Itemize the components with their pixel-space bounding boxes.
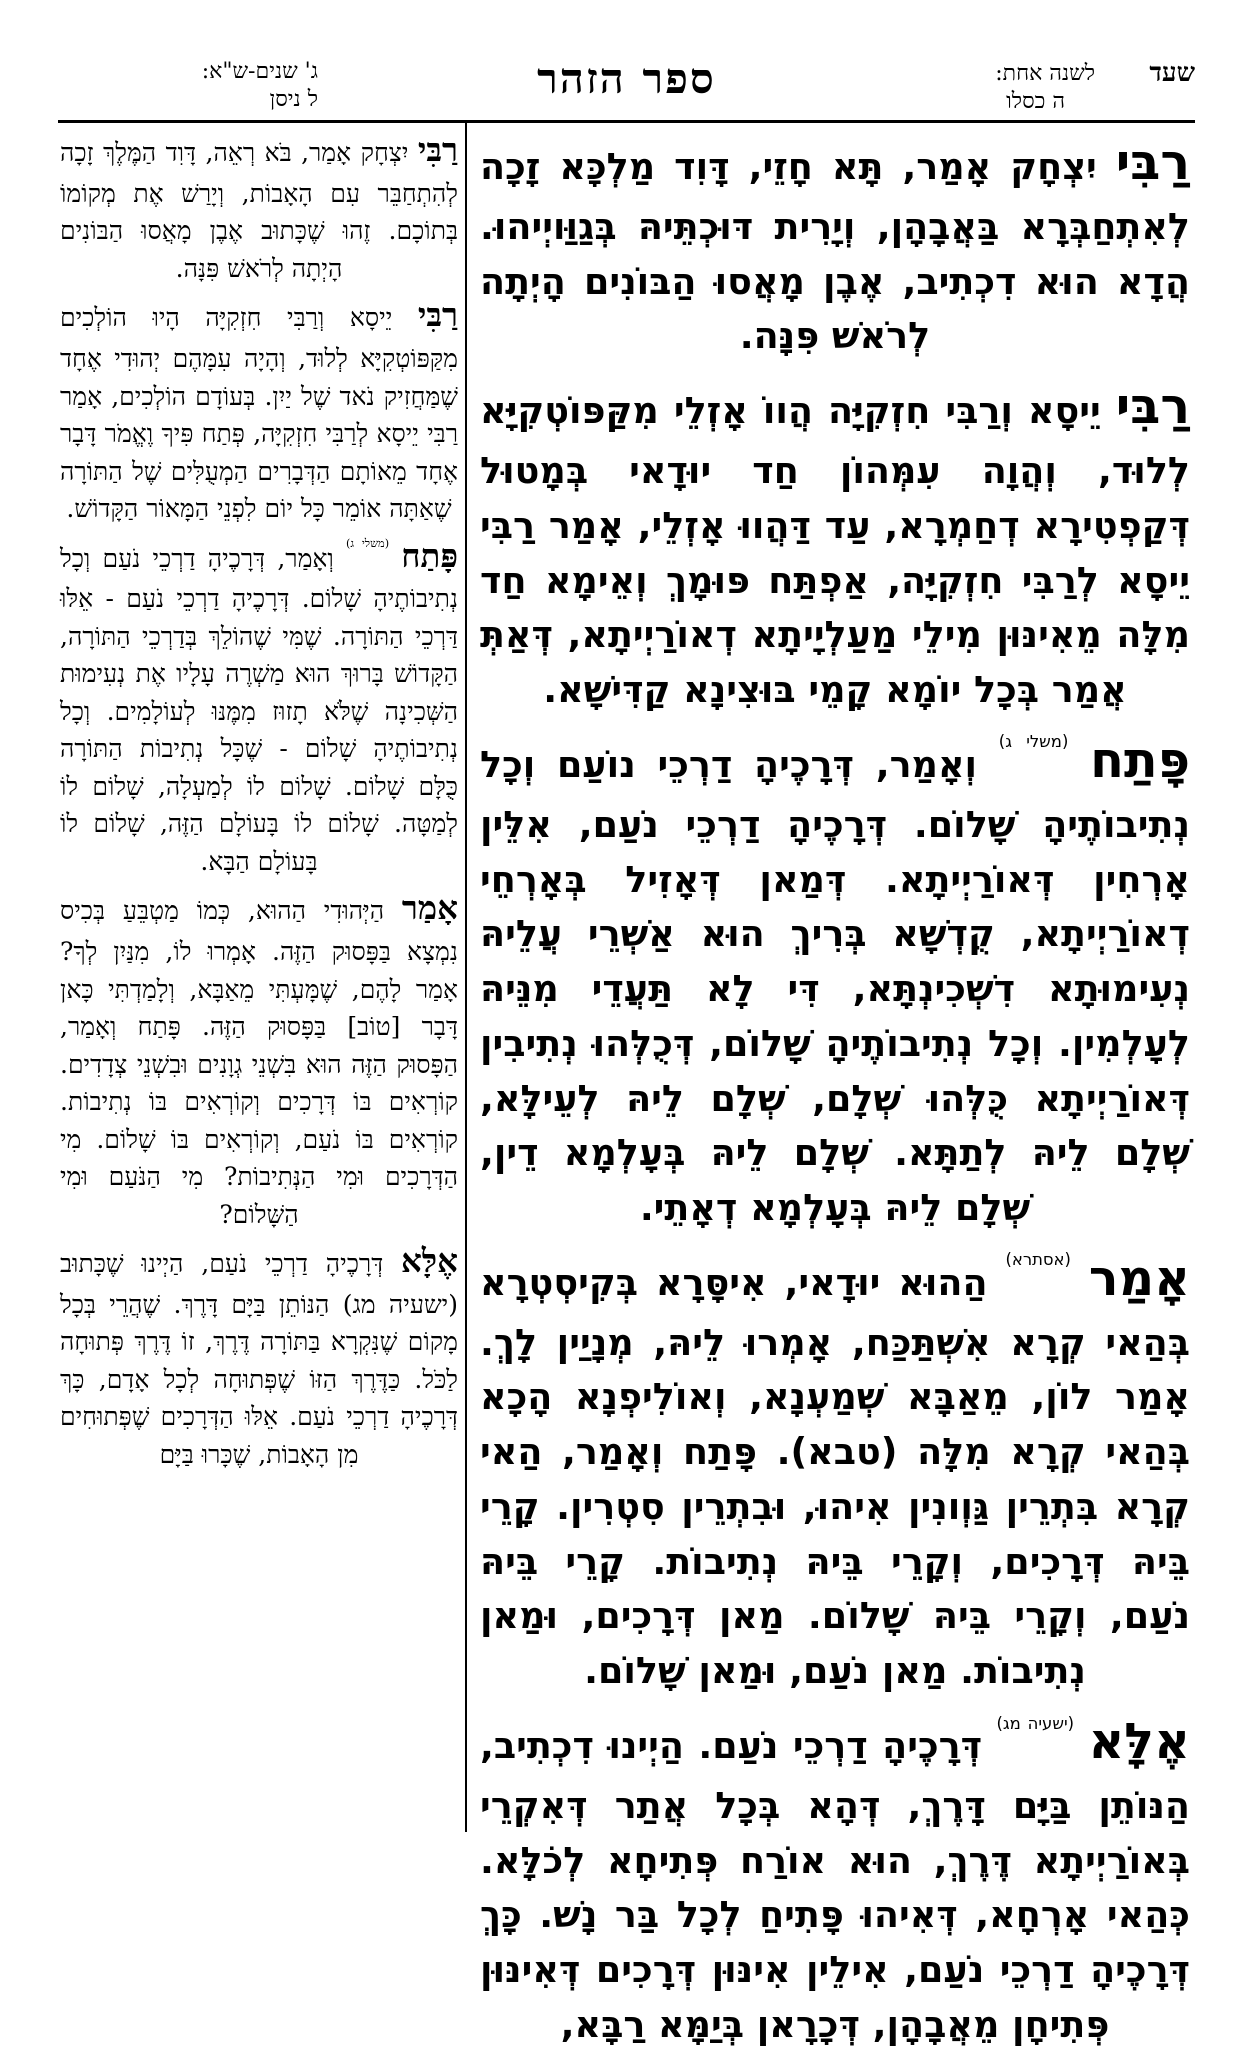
page-number: שעד bbox=[1149, 58, 1195, 88]
main-paragraph: רַבִּי יִצְחָק אָמַר, תָּא חָזֵי, דָּוִד מַלְכָּא זָכָה לְאִתְחַבְּרָא בַּאֲבָהָן, וְיָרִית דּוּכְתֵּיהּ בְּגַוַּויְיהוּ. הֲדָא הוּא דִכְתִיב, אֶבֶן מָאֲסוּ הַבּוֹנִים הָיְתָה לְרֹאשׁ פִּנָּה. bbox=[480, 133, 1190, 358]
schedule-one-year-date: ה כסלו bbox=[1006, 89, 1065, 114]
side-paragraph: אֶלָּא דְּרָכֶיהָ דַרְכֵי נֹעַם, הַיְינוּ שֶׁכָּתוּב (ישעיה מג) הַנּוֹתֵן בַּיָּם דָּרֶךְ. שֶׁהֲרֵי בְּכָל מָקוֹם שֶׁנִּקְרָא בַּתּוֹרָה דֶּרֶךְ, זוֹ דֶּרֶךְ פְּתוּחָה לַכֹּל. כַּדֶּרֶךְ הַזּוֹ שֶׁפְּתוּחָה לְכָל אָדָם, כָּךְ דְּרָכֶיהָ דַרְכֵי נֹעַם. אֵלּוּ הַדְּרָכִים שֶׁפְּתוּחִים מִן הָאָבוֹת, שֶׁכָּרוּ בַּיָּם bbox=[60, 1241, 458, 1469]
side-paragraph: רַבִּי יֵיסָא וְרַבִּי חִזְקִיָּה הָיוּ הוֹלְכִים מִקַּפּוֹטְקִיָּא לְלוּד, וְהָיָה עִמָּהֶם יְהוּדִי אֶחָד שֶׁמַּחֲזִיק נֹאד שֶׁל יַיִן. בְּעוֹדָם הוֹלְכִים, אָמַר רַבִּי יֵיסָא לְרַבִּי חִזְקִיָּה, פְּתַח פִּיךָ וֶאֱמֹר דָּבָר אֶחָד מֵאוֹתָם הַדְּבָרִים הַמְעֻלִּים שֶׁל הַתּוֹרָה שֶׁאַתָּה אוֹמֵר כָּל יוֹם לִפְנֵי הַמָּאוֹר הַקָּדוֹשׁ. bbox=[60, 295, 458, 523]
source-reference: (ישעיה מג) bbox=[996, 1713, 1075, 1733]
side-paragraph: אָמַר הַיְּהוּדִי הַהוּא, כְּמוֹ מַטְבֵּעַ בְּכִיס נִמְצָא בַּפָּסוּק הַזֶּה. אָמְרוּ לוֹ, מִנַּיִן לְךָ? אָמַר לָהֶם, שֶׁמָּעְתִּי מֵאַבָּא, וְלָמַדְתִּי כָּאן דָּבָר [טוֹב] בַּפָּסוּק הַזֶּה. פָּתַח וְאָמַר, הַפָּסוּק הַזֶּה הוּא בִּשְׁנֵי גְוָנִים וּבִשְׁנֵי צְדָדִים. קוֹרְאִים בּוֹ דְּרָכִים וְקוֹרְאִים בּוֹ נְתִיבוֹת. קוֹרְאִים בּוֹ נֹעַם, וְקוֹרְאִים בּוֹ שָׁלוֹם. מִי הַדְּרָכִים וּמִי הַנְּתִיבוֹת? מִי הַנֹּעַם וּמִי הַשָּׁלוֹם? bbox=[60, 888, 458, 1229]
source-reference: (משלי ג) bbox=[998, 732, 1069, 752]
hebrew-translation-column bbox=[60, 126, 458, 1844]
column-divider bbox=[465, 120, 467, 1832]
source-reference: (אסתרא) bbox=[1005, 1250, 1071, 1270]
main-paragraph: רַבִּי יֵיסָא וְרַבִּי חִזְקִיָּה הֲווֹ אָזְלֵי מִקַּפּוֹטְקִיָּא לְלוּד, וְהֲוָה עִמְּהוֹן חַד יוּדָאי בְּמָטוּל דְּקַפְטִירָא דְחַמְרָא, עַד דַּהֲווּ אָזְלֵי, אָמַר רַבִּי יֵיסָא לְרַבִּי חִזְקִיָּה, אַפְתַּח פּוּמָךְ וְאֵימָא חַד מִלָּה מֵאִינּוּן מִילֵי מַעַלְיָיתָא דְאוֹרַיְיתָא, דְּאַתְּ אֲמַר בְּכָל יוֹמָא קָמֵי בּוּצִינָא קַדִּישָׁא. bbox=[480, 377, 1190, 712]
aramaic-column bbox=[480, 126, 1190, 2046]
main-paragraph: אֶלָּא $^{(ישעיה מג)}$ דְּרָכֶיהָ דַרְכֵי נֹעַם. הַיְינוּ דִכְתִיב, הַנּוֹתֵן בַּיָּם דָּרֶךְ, דְּהָא בְּכָל אֲתַר דְּאִקְרֵי בְּאוֹרַיְיתָא דֶּרֶךְ, הוּא אוֹרַח פְּתִיחָא לְכֹלָּא. כְּהַאי אָרְחָא, דְּאִיהוּ פָּתִיחַ לְכָל בַּר נָשׁ. כָּךְ דְּרָכֶיהָ דַרְכֵי נֹעַם, אִילֵין אִינּוּן דְּרָכִים דְּאִינּוּן פְּתִיחָן מֵאֲבָהָן, דְּכָרָאן בְּיַמָּא רַבָּא, bbox=[480, 1711, 1190, 2046]
side-paragraph: פָּתַח $^{(משלי ג)}$ וְאָמַר, דְּרָכֶיהָ דַרְכֵי נֹעַם וְכָל נְתִיבוֹתֶיהָ שָׁלוֹם. דְּרָכֶיהָ דַרְכֵי נֹעַם - אֵלּוּ דַּרְכֵי הַתּוֹרָה. שֶׁמִּי שֶׁהוֹלֵךְ בְּדַרְכֵי הַתּוֹרָה, הַקָּדוֹשׁ בָּרוּךְ הוּא מַשְׁרֶה עָלָיו אֶת נְעִימוּת הַשְּׁכִינָה שֶׁלֹּא תָזוּז מִמֶּנּוּ לְעוֹלָמִים. וְכָל נְתִיבוֹתֶיהָ שָׁלוֹם - שֶׁכָּל נְתִיבוֹת הַתּוֹרָה כֻּלָּם שָׁלוֹם. שָׁלוֹם לוֹ לְמַעְלָה, שָׁלוֹם לוֹ לְמַטָּה. שָׁלוֹם לוֹ בָּעוֹלָם הַזֶּה, שָׁלוֹם לוֹ בָּעוֹלָם הַבָּא. bbox=[60, 535, 459, 876]
header-left bbox=[58, 58, 318, 112]
book-title: ספר הזהר bbox=[537, 54, 716, 103]
header-divider bbox=[58, 120, 1195, 123]
schedule-three-years: ג' שנים-ש"א: bbox=[201, 59, 318, 84]
side-paragraph: רַבִּי יִצְחָק אָמַר, בֹּא רְאֵה, דָּוִד הַמֶּלֶךְ זָכָה לְהִתְחַבֵּר עִם הָאָבוֹת, וְיָרַשׁ אֶת מְקוֹמוֹ בְּתוֹכָם. זֶהוּ שֶׁכָּתוּב אֶבֶן מָאֲסוּ הַבּוֹנִים הָיְתָה לְרֹאשׁ פִּנָּה. bbox=[60, 130, 458, 283]
main-paragraph: פָּתַח $^{(משלי ג)}$ וְאָמַר, דְּרָכֶיהָ דַרְכֵי נוֹעַם וְכָל נְתִיבוֹתֶיהָ שָׁלוֹם. דְּרָכֶיהָ דַרְכֵי נֹעַם, אִלֵּין אָרְחִין דְּאוֹרַיְיתָא. דְּמַאן דְּאָזִיל בְּאָרְחֵי דְאוֹרַיְיתָא, קֻדְשָׁא בְּרִיךְ הוּא אַשְׁרֵי עֲלֵיהּ נְעִימוּתָא דִשְׁכִינְתָּא, דִּי לָא תַּעֲדֵי מִנֵּיהּ לְעָלְמִין. וְכָל נְתִיבוֹתֶיהָ שָׁלוֹם, דְּכֻלְּהוּ נְתִיבִין דְּאוֹרַיְיתָא כֻּלְּהוּ שְׁלָם, שְׁלָם לֵיהּ לְעֵילָּא, שְׁלָם לֵיהּ לְתַתָּא. שְׁלָם לֵיהּ בְּעָלְמָא דֵין, שְׁלָם לֵיהּ בְּעָלְמָא דְאָתֵי. bbox=[480, 730, 1190, 1230]
schedule-one-year: לשנה אחת: bbox=[995, 61, 1095, 86]
page-header bbox=[58, 54, 1195, 122]
schedule-three-years-date: ל ניסן bbox=[269, 87, 318, 112]
main-paragraph: אָמַר $^{(אסתרא)}$ הַהוּא יוּדָאי, אִיסָּרָא בְּקִיסְטְרָא בְּהַאי קְרָא אִשְׁתַּכַּח, אָמְרוּ לֵיהּ, מְנָיַין לָךְ. אָמַר לוֹן, מֵאַבָּא שְׁמַעְנָא, וְאוֹלִיפְנָא הָכָא בְּהַאי קְרָא מִלָּה (טבא). פָּתַח וְאָמַר, הַאי קְרָא בִּתְרֵין גַּוְונִין אִיהוּ, וּבִתְרֵין סִטְרִין. קָרֵי בֵּיהּ דְּרָכִים, וְקָרֵי בֵּיהּ נְתִיבוֹת. קָרֵי בֵּיהּ נֹעַם, וְקָרֵי בֵּיהּ שָׁלוֹם. מַאן דְּרָכִים, וּמַאן נְתִיבוֹת. מַאן נֹעַם, וּמַאן שָׁלוֹם. bbox=[480, 1248, 1190, 1693]
source-reference: (משלי ג) bbox=[345, 537, 390, 550]
